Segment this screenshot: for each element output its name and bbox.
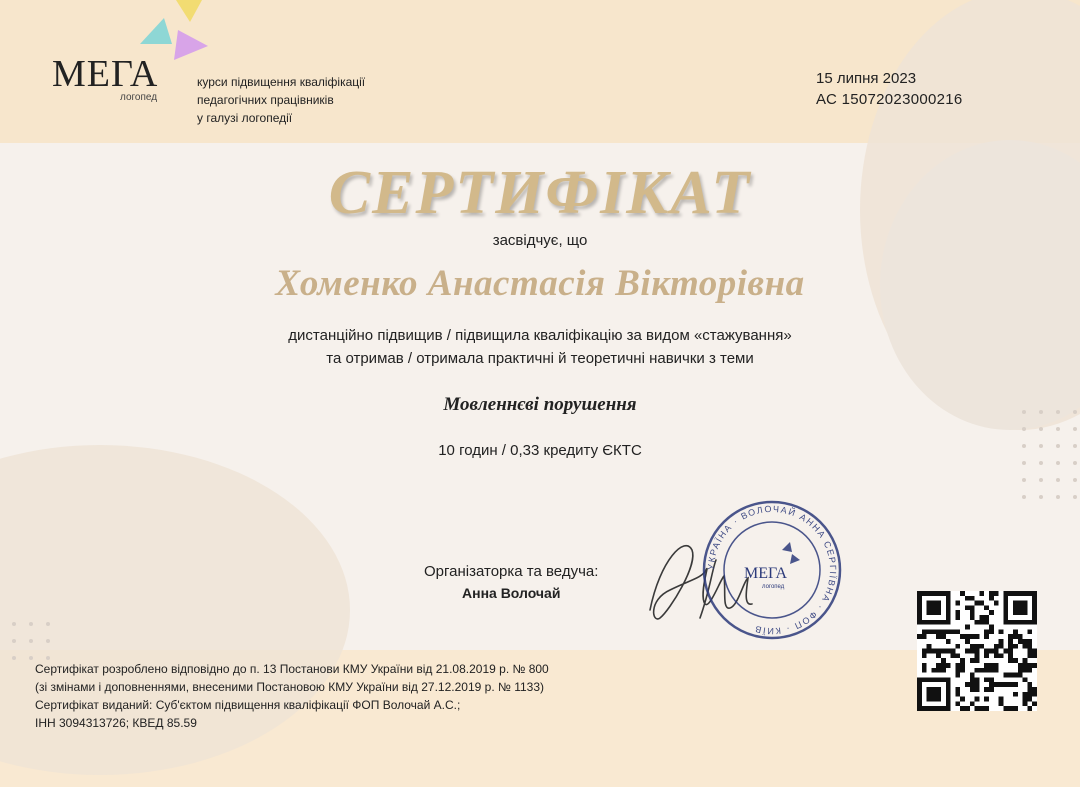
decor-dot — [1073, 461, 1077, 465]
decor-dot — [29, 639, 33, 643]
logo-wordmark: МЕГА — [52, 53, 159, 95]
tagline-line: педагогічних працівників — [197, 93, 334, 107]
decor-dot — [1073, 495, 1077, 499]
course-hours: 10 годин / 0,33 кредиту ЄКТС — [438, 442, 642, 459]
course-topic: Мовленнєві порушення — [443, 394, 637, 415]
decor-dot — [1073, 478, 1077, 482]
tagline-line: у галузі логопедії — [197, 111, 293, 125]
decor-dot — [29, 622, 33, 626]
stamp-logo: МЕГА — [744, 565, 788, 582]
footer-line: ІНН 3094313726; КВЕД 85.59 — [35, 716, 197, 730]
decor-dot — [1039, 461, 1043, 465]
stamp-ring-text: УКРАЇНА · ВОЛОЧАЙ АННА СЕРГІЇВНА · ФОП · КИЇВ — [705, 503, 839, 637]
decor-dot — [1039, 478, 1043, 482]
decor-dot — [1039, 427, 1043, 431]
decor-dot — [29, 656, 33, 660]
decor-dot — [46, 622, 50, 626]
description-line-1: дистанційно підвищив / підвищила кваліфікацію за видом «стажування» — [288, 327, 792, 344]
decor-dot — [12, 639, 16, 643]
decor-dot — [1073, 427, 1077, 431]
decor-dot — [1056, 427, 1060, 431]
footer-line: (зі змінами і доповненнями, внесеними Постановою КМУ України від 27.12.2019 р. № 1133) — [35, 680, 544, 694]
footer-line: Сертифікат виданий: Суб'єктом підвищення кваліфікації ФОП Волочай А.С.; — [35, 698, 461, 712]
decor-dot — [1056, 478, 1060, 482]
decor-dot — [12, 622, 16, 626]
footer-line: Сертифікат розроблено відповідно до п. 13 Постанови КМУ України від 21.08.2019 р. № 800 — [35, 662, 549, 676]
decor-dot — [1022, 461, 1026, 465]
decor-dot — [1022, 495, 1026, 499]
organizer-label: Організаторка та ведуча: — [424, 563, 599, 580]
logo-subtitle: логопед — [120, 92, 158, 103]
decor-dot — [1056, 461, 1060, 465]
certifies-text: засвідчує, що — [492, 232, 588, 249]
stamp-logo-sub: логопед — [762, 584, 785, 590]
decor-dot — [1022, 427, 1026, 431]
tagline-line: курси підвищення кваліфікації — [197, 75, 366, 89]
decor-dot — [1056, 495, 1060, 499]
recipient-name: Хоменко Анастасія Вікторівна — [275, 263, 805, 304]
legal-footer — [35, 660, 549, 732]
certificate-title: СЕРТИФІКАТ — [328, 159, 752, 227]
decor-dot — [46, 639, 50, 643]
issue-date: 15 липня 2023 — [816, 70, 917, 87]
header-tagline — [197, 73, 365, 127]
official-stamp-icon — [700, 500, 845, 640]
decor-dot — [1039, 495, 1043, 499]
certificate-serial: АС 15072023000216 — [816, 91, 963, 108]
organizer-name: Анна Волочай — [462, 585, 561, 601]
decor-dot — [1022, 478, 1026, 482]
decor-dot — [12, 656, 16, 660]
description-line-2: та отримав / отримала практичні й теоретичні навички з теми — [326, 350, 754, 367]
qr-code-icon[interactable] — [917, 591, 1037, 711]
